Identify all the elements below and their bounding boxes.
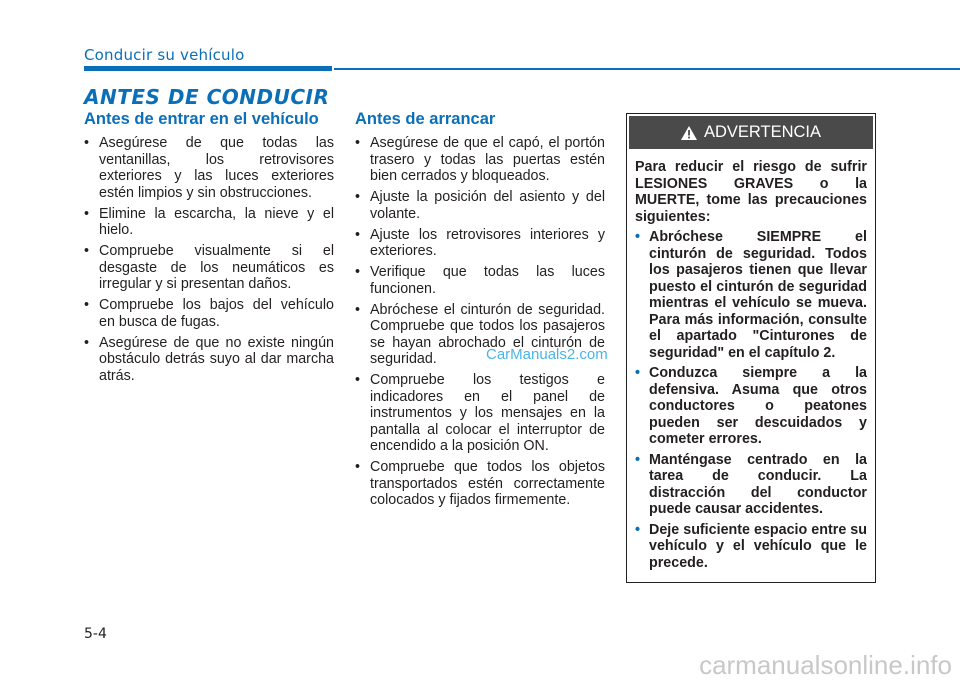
column-before-starting [355, 110, 605, 513]
section-header: Conducir su vehículo [84, 46, 245, 64]
warning-item: • Conduzca siempre a la defensiva. Asuma que otros conductores o peatones pueden ser descuidados y cometer errores. [635, 365, 867, 448]
list-item: • Compruebe los bajos del vehículo en busca de fugas. [84, 297, 334, 330]
warning-item: • Deje suficiente espacio entre su vehículo y el vehículo que le precede. [635, 522, 867, 572]
watermark-bottom[interactable]: carmanualsonline.info [699, 650, 952, 680]
warning-item: • Manténgase centrado en la tarea de conducir. La distracción del conductor puede causar accidentes. [635, 452, 867, 518]
list-item: • Verifique que todas las luces funcionen. [355, 264, 605, 297]
page-title: ANTES DE CONDUCIR [84, 85, 330, 109]
column-before-entering [84, 110, 334, 389]
list-item: • Compruebe que todos los objetos transportados estén correctamente colocados y fijados firmemente. [355, 459, 605, 509]
warning-header [629, 116, 873, 149]
list-item: • Asegúrese de que no existe ningún obstáculo detrás suyo al dar marcha atrás. [84, 335, 334, 385]
column-heading: Antes de entrar en el vehículo [84, 110, 319, 128]
list-item: • Asegúrese de que el capó, el portón trasero y todas las puertas estén bien cerrados y bloqueados. [355, 135, 605, 185]
checklist [355, 135, 605, 509]
list-item: • Elimine la escarcha, la nieve y el hielo. [84, 206, 334, 239]
watermark-middle: CarManuals2.com [486, 346, 608, 363]
warning-box [626, 113, 876, 583]
warning-item: • Abróchese SIEMPRE el cinturón de seguridad. Todos los pasajeros tienen que llevar puesto el cinturón de seguridad mientras el vehículo se mueva. Para más información, consulte el apartado "Cinturones de seguridad" en el capítulo 2. [635, 229, 867, 361]
header-rule-thick [84, 66, 332, 71]
list-item: • Compruebe visualmente si el desgaste de los neumáticos es irregular y si presentan daños. [84, 243, 334, 293]
list-item: • Compruebe los testigos e indicadores en el panel de instrumentos y los mensajes en la pantalla al colocar el interruptor de encendido a la posición ON. [355, 372, 605, 455]
warning-list [635, 229, 867, 571]
warning-triangle-icon [681, 126, 697, 140]
list-item: • Ajuste la posición del asiento y del volante. [355, 189, 605, 222]
warning-body [627, 151, 875, 571]
warning-label: ADVERTENCIA [703, 123, 822, 141]
header-rule-thin [334, 68, 960, 70]
page-number: 5-4 [84, 626, 107, 642]
list-item: • Ajuste los retrovisores interiores y exteriores. [355, 227, 605, 260]
column-heading: Antes de arrancar [355, 110, 496, 128]
checklist [84, 135, 334, 384]
list-item: • Asegúrese de que todas las ventanillas, los retrovisores exteriores y las luces exteriores estén limpios y sin obstrucciones. [84, 135, 334, 201]
list-item: • Abróchese el cinturón de seguridad. Compruebe que todos los pasajeros se hayan abrochado el cinturón de seguridad. [355, 302, 605, 368]
warning-intro: Para reducir el riesgo de sufrir LESIONES GRAVES o la MUERTE, tome las precauciones siguientes: [635, 159, 867, 225]
